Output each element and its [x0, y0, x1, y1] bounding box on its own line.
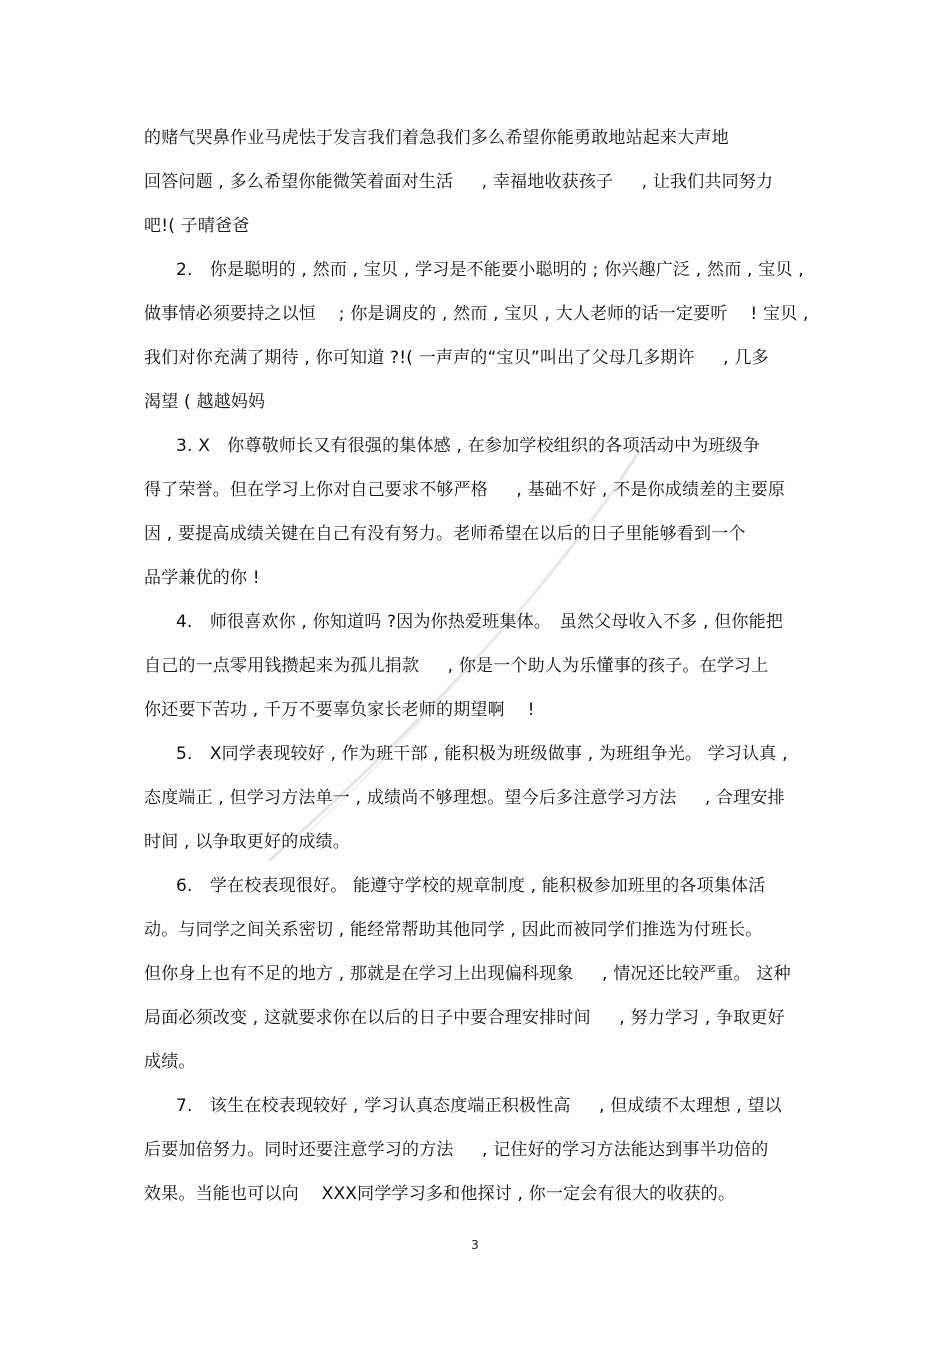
text-line: 渴望 ( 越越妈妈 [144, 392, 266, 412]
text-line: 但你身上也有不足的地方 , 那就是在学习上出现偏科现象 , 情况还比较严重。 这种 [144, 964, 791, 984]
text-line: 吧!( 子晴爸爸 [144, 216, 250, 236]
paragraph-start-line: 2. 你是聪明的 , 然而 , 宝贝 , 学习是不能要小聪明的 ; 你兴趣广泛 , 然而 , 宝贝 , [176, 260, 804, 280]
text-line: 品学兼优的你 ! [144, 568, 260, 588]
text-line: 因 , 要提高成绩关键在自己有没有努力。老师希望在以后的日子里能够看到一个 [144, 524, 746, 544]
text-line: 时间 , 以争取更好的成绩。 [144, 832, 351, 852]
text-line: 成绩。 [144, 1052, 196, 1072]
text-line: 自己的一点零用钱攒起来为孤儿捐款 , 你是一个助人为乐懂事的孩子。在学习上 [144, 656, 769, 676]
paragraph-start-line: 4. 师很喜欢你 , 你知道吗 ?因为你热爱班集体。 虽然父母收入不多 , 但你能把 [176, 612, 783, 632]
text-line: 效果。当能也可以向 XXX同学学习多和他探讨 , 你一定会有很大的收获的。 [144, 1184, 736, 1204]
paragraph-start-line: 7. 该生在校表现较好 , 学习认真态度端正积极性高 , 但成绩不太理想 , 望以 [176, 1096, 782, 1116]
text-line: 局面必须改变 , 这就要求你在以后的日子中要合理安排时间 , 努力学习 , 争取更好 [144, 1008, 785, 1028]
text-line: 后要加倍努力。同时还要注意学习的方法 , 记住好的学习方法能达到事半功倍的 [144, 1140, 769, 1160]
text-line: 你还要下苦功 , 千万不要辜负家长老师的期望啊 ! [144, 700, 535, 720]
text-line: 我们对你充满了期待 , 你可知道 ?!( 一声声的“宝贝”叫出了父母几多期许 , 几多 [144, 348, 769, 368]
text-line: 的赌气哭鼻作业马虎怯于发言我们着急我们多么希望你能勇敢地站起来大声地 [144, 128, 729, 148]
text-line: 做事情必须要持之以恒 ; 你是调皮的 , 然而 , 宝贝 , 大人老师的话一定要听 ! 宝贝 , [144, 304, 809, 324]
text-line: 态度端正 , 但学习方法单一 , 成绩尚不够理想。望今后多注意学习方法 , 合理安排 [144, 788, 785, 808]
text-line: 回答问题 , 多么希望你能微笑着面对生活 , 幸福地收获孩子 , 让我们共同努力 [144, 172, 774, 192]
paragraph-start-line: 5. X同学表现较好 , 作为班干部 , 能积极为班级做事 , 为班组争光。 学习认真 , [176, 744, 788, 764]
text-line: 动。与同学之间关系密切 , 能经常帮助其他同学 , 因此而被同学们推选为付班长。 [144, 920, 763, 940]
paragraph-start-line: 3. X 你尊敬师长又有很强的集体感 , 在参加学校组织的各项活动中为班级争 [176, 436, 761, 456]
paragraph-start-line: 6. 学在校表现很好。 能遵守学校的规章制度 , 能积极参加班里的各项集体活 [176, 876, 766, 896]
page-number: 3 [471, 1238, 479, 1252]
text-line: 得了荣誉。但在学习上你对自己要求不够严格 , 基础不好 , 不是你成绩差的主要原 [144, 480, 786, 500]
